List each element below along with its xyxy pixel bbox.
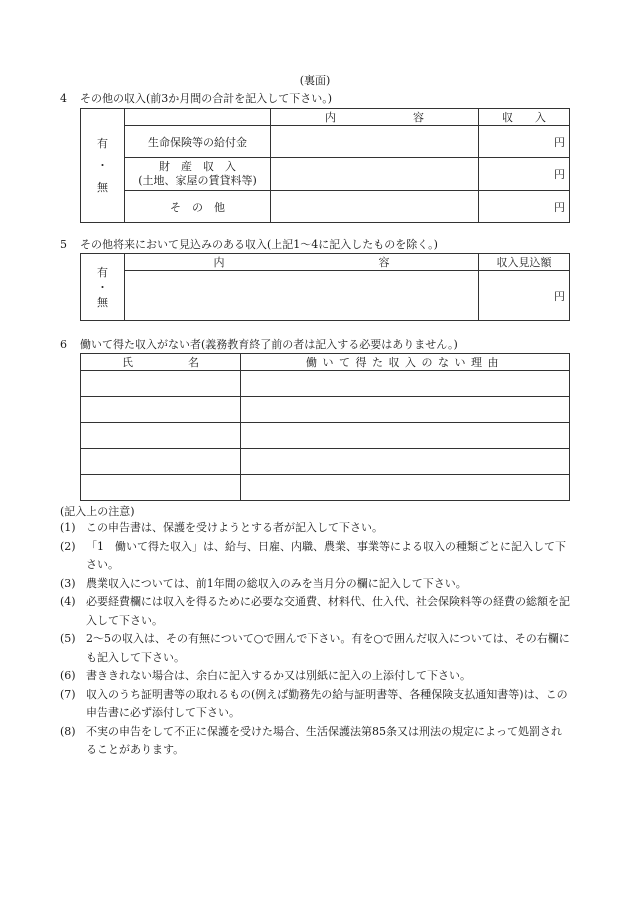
section6-table [80, 353, 570, 501]
section4-row-3-content-field[interactable] [271, 191, 479, 223]
section4-title [60, 90, 332, 106]
note-item [60, 723, 572, 760]
section4-row-1-content-field[interactable] [271, 126, 479, 158]
section6-row-1 [81, 371, 570, 397]
notes-title: (記入上の注意) [60, 505, 135, 518]
note-mark: (4) [60, 595, 76, 608]
section6-row-3 [81, 423, 570, 449]
section5-side-dot: ・ [97, 280, 108, 294]
section4-row-2-label-sub: (土地、家屋の賃貸料等) [138, 174, 257, 187]
section6-row-4-name-field[interactable] [81, 449, 241, 475]
note-mark: (3) [60, 576, 76, 590]
section6-row-4-reason-field[interactable] [241, 449, 570, 475]
section5-side-yes: 有 [97, 265, 108, 279]
section5-unit: 円 [554, 289, 565, 303]
section6-row-4 [81, 449, 570, 475]
section4-row-3-income-field[interactable] [479, 191, 570, 223]
note-item [60, 575, 572, 594]
section6-title [60, 336, 458, 352]
section4-title-text: その他の収入(前3か月間の合計を記入して下さい。) [80, 92, 333, 105]
section6-row-1-reason-field[interactable] [241, 371, 570, 397]
note-item [60, 630, 572, 667]
section5-col-expected: 収入見込額 [479, 254, 570, 271]
section6-col-reason: 働いて得た収入のない理由 [241, 354, 570, 371]
note-text: この申告書は、保護を受けようとする者が記入して下さい。 [86, 521, 383, 534]
section6-title-text: 働いて得た収入がない者(義務教育終了前の者は記入する必要はありません。) [80, 338, 458, 351]
section4-row-2-content-field[interactable] [271, 158, 479, 191]
section4-side-dot: ・ [97, 158, 108, 172]
note-mark: (8) [60, 724, 76, 738]
note-item [60, 667, 572, 686]
section6-row-5-name-field[interactable] [81, 475, 241, 501]
note-item [60, 519, 572, 538]
note-item [60, 593, 572, 630]
section4-row-3 [81, 191, 570, 223]
section4-number: 4 [60, 92, 67, 105]
section6-row-2-reason-field[interactable] [241, 397, 570, 423]
section6-row-3-name-field[interactable] [81, 423, 241, 449]
section4-col-content: 内 容 [271, 109, 479, 126]
note-mark: (5) [60, 632, 76, 645]
section5-header-row [81, 254, 570, 271]
section4-row-3-label: そ の 他 [125, 191, 271, 223]
note-text: 収入のうち証明書等の取れるもの(例えば勤務先の給与証明書等、各種保険支払通知書等)は、この申告書に必ず添付して下さい。 [86, 687, 568, 719]
section5-row [81, 271, 570, 321]
note-text: 2〜5の収入は、その有無について○で囲んで下さい。有を○で囲んだ収入については、その右欄にも記入して下さい。 [86, 632, 570, 664]
section6-number: 6 [60, 338, 67, 351]
section4-row-1 [81, 126, 570, 158]
section5-title [60, 236, 438, 252]
section6-row-1-name-field[interactable] [81, 371, 241, 397]
section5-col-content: 内 容 [125, 254, 479, 271]
notes-list [60, 519, 572, 760]
note-item [60, 538, 572, 575]
section6-row-2-name-field[interactable] [81, 397, 241, 423]
section6-col-name: 氏 名 [81, 354, 241, 371]
section6-header-row [81, 354, 570, 371]
section6-row-2 [81, 397, 570, 423]
section6-row-3-reason-field[interactable] [241, 423, 570, 449]
note-mark: (6) [60, 669, 76, 682]
section5-side-label[interactable] [81, 254, 125, 321]
section4-row-3-unit: 円 [554, 200, 565, 214]
section4-row-2-label [125, 158, 271, 191]
section4-table [80, 108, 570, 223]
note-item [60, 686, 572, 723]
section4-row-2-unit: 円 [554, 168, 565, 181]
section5-number: 5 [60, 238, 67, 251]
note-mark: (7) [60, 687, 76, 701]
section6-row-5-reason-field[interactable] [241, 475, 570, 501]
section4-side-no: 無 [97, 180, 108, 194]
section5-side-no: 無 [97, 295, 108, 309]
note-text: 書ききれない場合は、余白に記入するか又は別紙に記入の上添付して下さい。 [86, 669, 471, 682]
page-header: (裏面) [299, 74, 331, 87]
section4-side-label[interactable] [81, 109, 125, 223]
note-text: 不実の申告をして不正に保護を受けた場合、生活保護法第85条又は刑法の規定によって処罰されることがあります。 [86, 724, 562, 756]
section6-row-5 [81, 475, 570, 501]
section4-side-yes: 有 [97, 136, 108, 150]
section5-expected-field[interactable] [479, 271, 570, 321]
section4-row-1-label: 生命保険等の給付金 [125, 126, 271, 158]
section4-row-1-unit: 円 [554, 135, 565, 149]
section4-header-blank [125, 109, 271, 126]
note-text: 「1 働いて得た収入」は、給与、日雇、内職、農業、事業等による収入の種類ごとに記入して下さい。 [86, 539, 566, 571]
section4-row-2-label-main: 財 産 収 入 [159, 160, 236, 173]
section4-row-2-income-field[interactable] [479, 158, 570, 191]
section4-row-1-income-field[interactable] [479, 126, 570, 158]
section5-content-field[interactable] [125, 271, 479, 321]
note-text: 農業収入については、前1年間の総収入のみを当月分の欄に記入して下さい。 [86, 576, 467, 590]
section5-table [80, 253, 570, 321]
section5-title-text: その他将来において見込みのある収入(上記1〜4に記入したものを除く。) [80, 238, 438, 251]
note-text: 必要経費欄には収入を得るために必要な交通費、材料代、仕入代、社会保険料等の経費の総額を記入して下さい。 [86, 595, 570, 627]
note-mark: (2) [60, 539, 76, 553]
section4-row-2 [81, 158, 570, 191]
note-mark: (1) [60, 521, 76, 534]
section4-header-row [81, 109, 570, 126]
section4-col-income: 収 入 [479, 109, 570, 126]
